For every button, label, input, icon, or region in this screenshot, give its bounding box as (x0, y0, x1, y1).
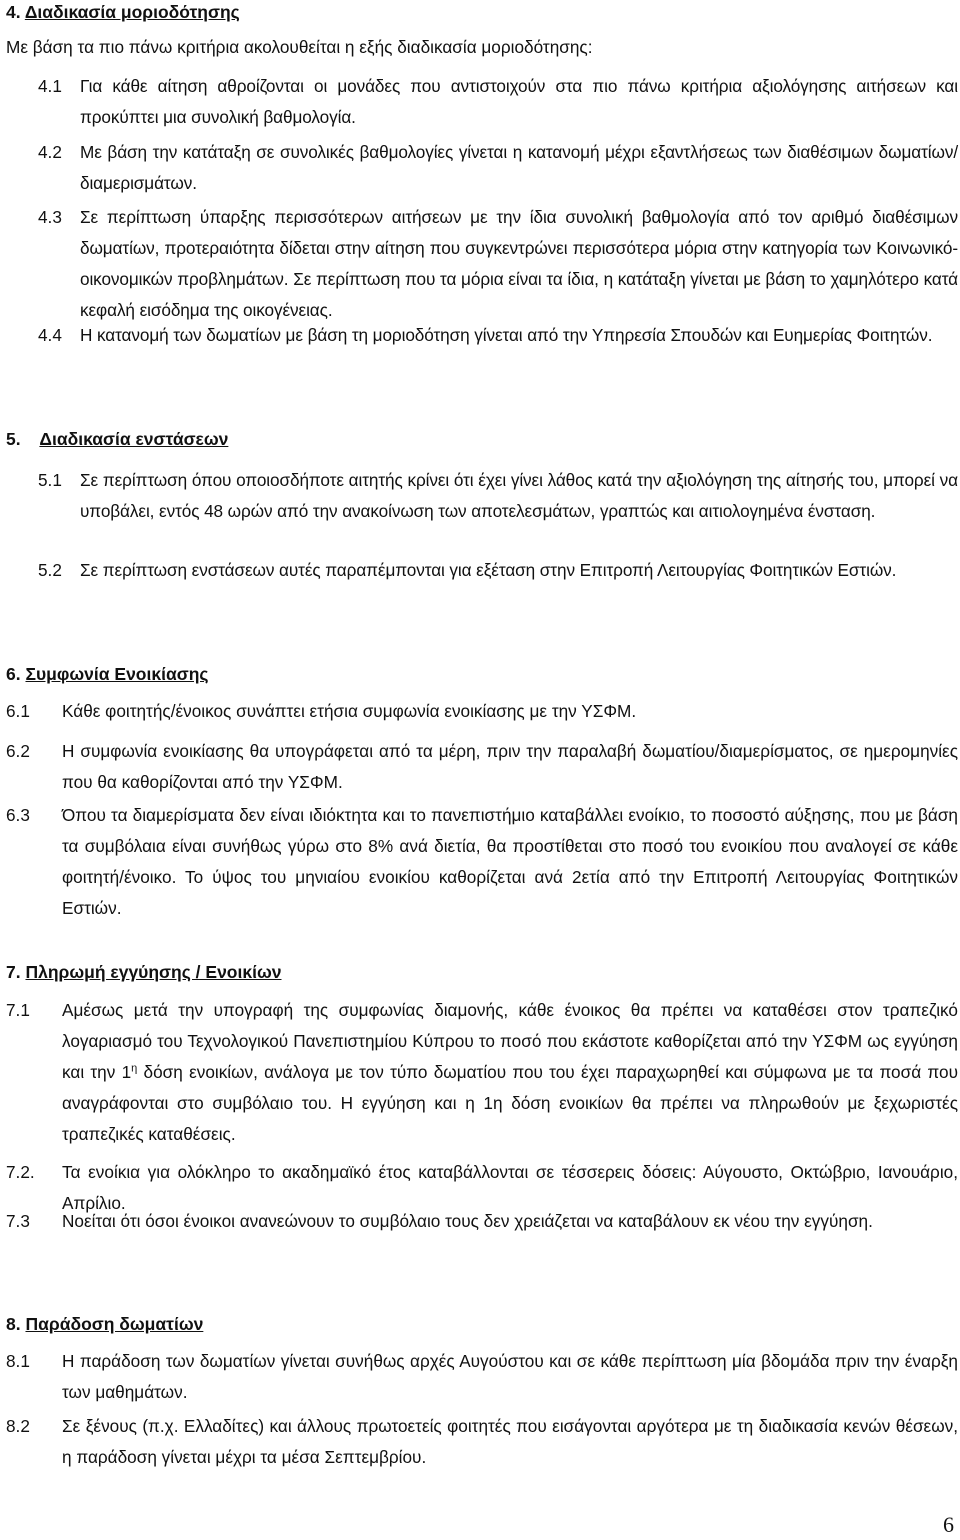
item-text: Η συμφωνία ενοικίασης θα υπογράφεται από τα μέρη, πριν την παραλαβή δωματίου/διαμερίσματος, σε ημερομηνίες που θα καθορίζονται από την ΥΣΦΜ. (62, 741, 958, 792)
item-number: 4.3 (38, 207, 62, 227)
item-4-3 (38, 202, 958, 326)
section-4-intro: Με βάση τα πιο πάνω κριτήρια ακολουθείται η εξής διαδικασία μοριοδότησης: (6, 37, 593, 57)
item-6-1 (6, 696, 958, 727)
item-8-1 (6, 1346, 958, 1408)
item-text: Η κατανομή των δωματίων με βάση τη μοριοδότηση γίνεται από την Υπηρεσία Σπουδών και Ευημερίας Φοιτητών. (80, 325, 933, 345)
item-6-3 (6, 800, 958, 924)
item-number: 7.3 (6, 1211, 30, 1231)
item-7-1 (6, 995, 958, 1150)
item-number: 6.1 (6, 701, 30, 721)
item-text: Με βάση την κατάταξη σε συνολικές βαθμολογίες γίνεται η κατανομή μέχρι εξαντλήσεως των διαθέσιμων δωματίων/ διαμερισμάτων. (80, 142, 958, 193)
item-number: 4.2 (38, 142, 62, 162)
section-4-heading (6, 0, 240, 24)
item-text: Κάθε φοιτητής/ένοικος συνάπτει ετήσια συμφωνία ενοικίασης με την ΥΣΦΜ. (62, 701, 637, 721)
item-8-2 (6, 1411, 958, 1473)
page-number: 6 (943, 1512, 954, 1537)
item-4-4 (38, 320, 958, 351)
item-text: Για κάθε αίτηση αθροίζονται οι μονάδες που αντιστοιχούν στα πιο πάνω κριτήρια αξιολόγησης αιτήσεων και προκύπτει μια συνολική βαθμολογία. (80, 76, 958, 127)
item-4-2 (38, 137, 958, 199)
item-number: 8.1 (6, 1351, 30, 1371)
item-4-1 (38, 71, 958, 133)
section-8-heading (6, 1312, 203, 1336)
item-number: 6.3 (6, 805, 30, 825)
section-4-title: Διαδικασία μοριοδότησης (24, 2, 240, 22)
item-text: Σε περίπτωση όπου οποιοσδήποτε αιτητής κρίνει ότι έχει γίνει λάθος κατά την αξιολόγηση της αίτησής του, μπορεί να υποβάλει, εντός 48 ωρών από την ανακοίνωση των αποτελεσμάτων, γραπτώς και αιτιολογημένα ένσταση. (80, 470, 958, 521)
item-number: 7.1 (6, 1000, 30, 1020)
item-text: Η παράδοση των δωματίων γίνεται συνήθως αρχές Αυγούστου και σε κάθε περίπτωση μία βδομάδα πριν την έναρξη των μαθημάτων. (62, 1351, 958, 1402)
item-number: 4.4 (38, 325, 62, 345)
item-6-2 (6, 736, 958, 798)
section-8-title: Παράδοση δωματίων (25, 1314, 204, 1334)
item-text: Σε περίπτωση ύπαρξης περισσότερων αιτήσεων με την ίδια συνολική βαθμολογία από τον αριθμό διαθέσιμων δωματίων, προτεραιότητα δίδεται στην αίτηση που συγκεντρώνει περισσότερα μόρια στην κατηγορία των Κοινωνικό-οικονομικών προβλημάτων. Σε περίπτωση που τα μόρια είναι τα ίδια, η κατάταξη γίνεται με βάση το χαμηλότερο κατά κεφαλή εισόδημα της οικογένειας. (80, 207, 958, 320)
section-8-number: 8. (6, 1314, 21, 1334)
section-5-heading (6, 427, 228, 451)
item-7-3 (6, 1206, 958, 1237)
item-number: 5.1 (38, 470, 62, 490)
item-text: Σε περίπτωση ενστάσεων αυτές παραπέμπονται για εξέταση στην Επιτροπή Λειτουργίας Φοιτητικών Εστιών. (80, 560, 897, 580)
item-text (62, 995, 958, 1150)
item-number: 7.2. (6, 1162, 35, 1182)
section-4-number: 4. (6, 2, 21, 22)
item-text: Νοείται ότι όσοι ένοικοι ανανεώνουν το συμβόλαιο τους δεν χρειάζεται να καταβάλουν εκ νέου την εγγύηση. (62, 1211, 873, 1231)
section-7-number: 7. (6, 962, 21, 982)
item-text: Όπου τα διαμερίσματα δεν είναι ιδιόκτητα και το πανεπιστήμιο καταβάλλει ενοίκιο, το ποσοστό αύξησης, που με βάση τα συμβόλαια είναι συνήθως γύρω στο 8% ανά διετία, θα προστίθεται στο ποσό του ενοικίου που αναλογεί σε κάθε φοιτητή/ένοικο. Το ύψος του μηνιαίου ενοικίου καθορίζεται ανά 2ετία από την Επιτροπή Λειτουργίας Φοιτητικών Εστιών. (62, 805, 958, 918)
item-5-2 (38, 555, 958, 586)
item-5-1 (38, 465, 958, 527)
item-number: 4.1 (38, 76, 62, 96)
item-text: Σε ξένους (π.χ. Ελλαδίτες) και άλλους πρωτοετείς φοιτητές που εισάγονται αργότερα με τη διαδικασία κενών θέσεων, η παράδοση γίνεται μέχρι τα μέσα Σεπτεμβρίου. (62, 1416, 958, 1467)
section-6-heading (6, 662, 209, 686)
item-number: 8.2 (6, 1416, 30, 1436)
item-text: Τα ενοίκια για ολόκληρο το ακαδημαϊκό έτος καταβάλλονται σε τέσσερεις δόσεις: Αύγουστο, Οκτώβριο, Ιανουάριο, Απρίλιο. (62, 1162, 958, 1213)
item-text-part-b: δόση ενοικίων, ανάλογα με τον τύπο δωματίου που του έχει παραχωρηθεί και σύμφωνα με τα ποσά που αναγράφονται στο συμβόλαιο του. Η εγγύηση και η 1η δόση ενοικίων θα πρέπει να πληρωθούν με ξεχωριστές τραπεζικές καταθέσεις. (62, 1062, 958, 1144)
section-6-title: Συμφωνία Ενοικίασης (25, 664, 209, 684)
section-5-number: 5. (6, 429, 21, 449)
item-number: 6.2 (6, 741, 30, 761)
section-7-title: Πληρωμή εγγύησης / Ενοικίων (25, 962, 282, 982)
section-7-heading (6, 960, 282, 984)
section-5-title: Διαδικασία ενστάσεων (39, 429, 229, 449)
item-number: 5.2 (38, 560, 62, 580)
section-6-number: 6. (6, 664, 21, 684)
ordinal-superscript: η (131, 1062, 138, 1075)
item-text-part-a: Αμέσως μετά την υπογραφή της συμφωνίας διαμονής, κάθε ένοικος θα πρέπει να καταθέσει στον τραπεζικό λογαριασμό του Τεχνολογικού Πανεπιστημίου Κύπρου το ποσό που εκάστοτε καθορίζεται από την ΥΣΦΜ ως εγγύηση και την 1 (62, 1000, 958, 1082)
